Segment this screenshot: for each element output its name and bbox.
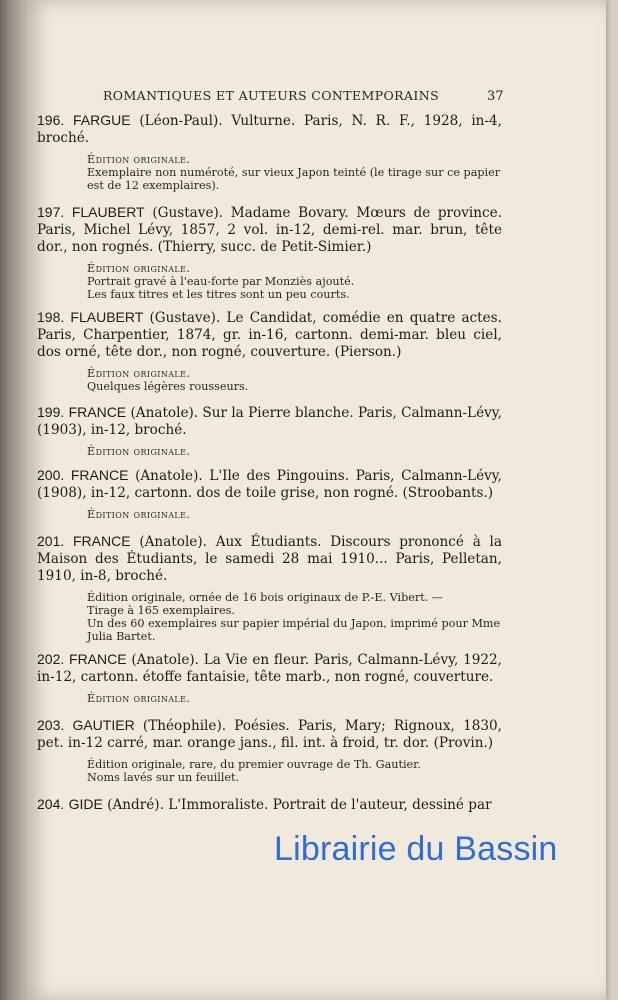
- entry-notes: [87, 262, 502, 301]
- entry-description: (Anatole). La Vie en fleur. Paris, Calmann-Lévy, 1922, in-12, cartonn. étoffe fantaisie, tête marb., non rogné, couverture.: [37, 652, 502, 685]
- entry-author: FRANCE: [69, 651, 127, 667]
- bookseller-watermark: Librairie du Bassin: [274, 830, 558, 868]
- entry-author: GAUTIER: [72, 717, 135, 733]
- edition-note: Édition originale.: [87, 692, 191, 705]
- entry-number: 201.: [37, 533, 65, 549]
- catalog-entry-199: [37, 404, 502, 458]
- entry-notes: [87, 508, 502, 521]
- entry-notes: [87, 591, 502, 643]
- entry-notes: [87, 153, 502, 192]
- entry-number: 204.: [37, 796, 65, 812]
- entry-number: 199.: [37, 404, 65, 420]
- catalog-entry-196: [37, 112, 502, 192]
- entry-description: (Gustave). Le Candidat, comédie en quatre actes. Paris, Charpentier, 1874, gr. in-16, cartonn. demi-mar. bleu ciel, dos orné, tête dor., non rogné, couverture. (Pierson.): [37, 310, 502, 360]
- entry-number: 198.: [37, 309, 65, 325]
- edition-note: Édition originale.: [87, 153, 191, 166]
- entry-note-line: Quelques légères rousseurs.: [87, 380, 249, 393]
- entry-number: 202.: [37, 651, 65, 667]
- entry-description: (Anatole). Aux Étudiants. Discours prononcé à la Maison des Étudiants, le samedi 28 mai 1910... Paris, Pelletan, 1910, in-8, broché.: [37, 534, 502, 584]
- entry-description: (Anatole). Sur la Pierre blanche. Paris, Calmann-Lévy, (1903), in-12, broché.: [37, 405, 502, 438]
- edition-note: Édition originale.: [87, 445, 191, 458]
- entry-number: 200.: [37, 467, 65, 483]
- entry-notes: [87, 692, 502, 705]
- entry-note-line: Un des 60 exemplaires sur papier impérial du Japon, imprimé pour Mme Julia Bartet.: [87, 617, 501, 643]
- edition-note: Édition originale, rare, du premier ouvrage de Th. Gautier.: [87, 758, 421, 771]
- catalog-entry-202: [37, 651, 502, 705]
- entry-note-line: Portrait gravé à l'eau-forte par Monziès ajouté.: [87, 275, 355, 288]
- entry-note-line: Les faux titres et les titres sont un peu courts.: [87, 288, 350, 301]
- entry-author: FARGUE: [73, 112, 131, 128]
- entry-author: FLAUBERT: [70, 309, 144, 325]
- entry-author: FLAUBERT: [71, 204, 145, 220]
- entry-description: (Théophile). Poésies. Paris, Mary; Rignoux, 1830, pet. in-12 carré, mar. orange jans., fil. int. à froid, tr. dor. (Provin.): [37, 718, 502, 751]
- entry-note-line: Noms lavés sur un feuillet.: [87, 771, 240, 784]
- catalog-entry-201: [37, 533, 502, 643]
- entry-note-line: Exemplaire non numéroté, sur vieux Japon teinté (le tirage sur ce papier est de 12 exemplaires).: [87, 166, 501, 192]
- catalog-entry-204: [37, 796, 502, 814]
- entry-note-line: Tirage à 165 exemplaires.: [87, 604, 235, 617]
- catalog-entry-200: [37, 467, 502, 521]
- entry-number: 196.: [37, 112, 65, 128]
- edition-note: Édition originale.: [87, 262, 191, 275]
- entry-author: FRANCE: [73, 533, 131, 549]
- entry-author: GIDE: [68, 796, 103, 812]
- catalog-entry-203: [37, 717, 502, 784]
- edition-note: Édition originale.: [87, 367, 191, 380]
- entry-description: (André). L'Immoraliste. Portrait de l'auteur, dessiné par: [107, 797, 492, 813]
- entry-description: (Léon-Paul). Vulturne. Paris, N. R. F., 1928, in-4, broché.: [37, 113, 503, 146]
- entry-notes: [87, 367, 502, 393]
- catalog-entry-198: [37, 309, 502, 393]
- entry-author: FRANCE: [70, 467, 129, 483]
- entry-notes: [87, 445, 502, 458]
- page-number: 37: [487, 89, 504, 104]
- catalog-entry-197: [37, 204, 502, 301]
- entry-notes: [87, 758, 502, 784]
- edition-note: Édition originale, ornée de 16 bois originaux de P.-E. Vibert. —: [87, 591, 443, 604]
- entry-number: 203.: [37, 717, 65, 733]
- entry-author: FRANCE: [68, 404, 127, 420]
- entry-description: (Gustave). Madame Bovary. Mœurs de province. Paris, Michel Lévy, 1857, 2 vol. in-12, demi-rel. mar. brun, tête dor., non rognés. (Thierry, succ. de Petit-Simier.): [37, 205, 502, 255]
- page-header: ROMANTIQUES ET AUTEURS CONTEMPORAINS: [103, 88, 440, 103]
- entry-description: (Anatole). L'Ile des Pingouins. Paris, Calmann-Lévy, (1908), in-12, cartonn. dos de toile grise, non rogné. (Stroobants.): [37, 468, 503, 501]
- edition-note: Édition originale.: [87, 508, 191, 521]
- entry-number: 197.: [37, 204, 65, 220]
